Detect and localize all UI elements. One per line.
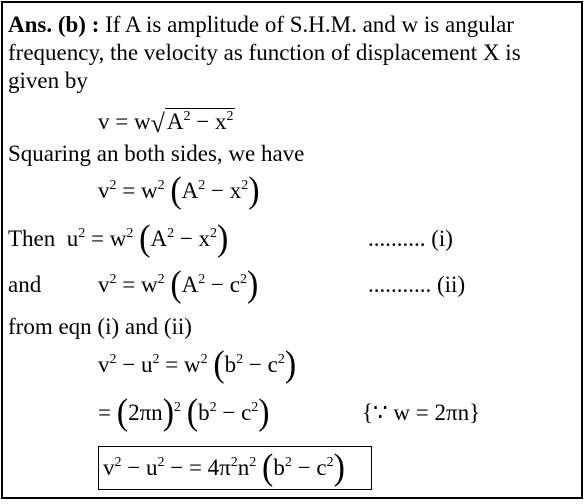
and-label: and [8, 272, 42, 297]
equation-substitution: = $(2\pi n)^2$ $(b^2 - c^2)$ [98, 392, 270, 433]
equation-i: Then $u^2 = w^2$ $(A^2 - x^2)$ [8, 218, 229, 259]
equation-squared: $v^2 = w^2$ $(A^2 - x^2)$ [98, 170, 260, 211]
intro-text-1: If A is amplitude of S.H.M. and w is angular [99, 12, 514, 37]
answer-label: Ans. (b) : [8, 12, 100, 37]
from-text: from eqn (i) and (ii) [8, 314, 192, 339]
sqrt-symbol: √ [150, 109, 165, 138]
ref-ii: ........... (ii) [368, 272, 466, 297]
equation-ii: $v^2 = w^2$ $(A^2 - c^2)$ [98, 264, 259, 305]
intro-line-1 [8, 12, 514, 38]
final-result-box [98, 446, 372, 490]
intro-line-2: frequency, the velocity as function of displacement X is [8, 40, 521, 65]
radicand: $A^2 - x^2$ [166, 109, 234, 134]
ref-i: .......... (i) [368, 226, 453, 251]
equation-difference: $v^2 - u^2 = w^2$ $(b^2 - c^2)$ [98, 344, 297, 385]
final-equation: $v^2 - u^2$ − = $4\pi^2n^2$ $(b^2 - c^2)$ [103, 447, 345, 488]
squaring-text: Squaring an both sides, we have [8, 141, 305, 166]
equation-velocity: $v = w√A^2 - x^2$ [98, 109, 234, 138]
intro-line-3: given by [8, 68, 88, 93]
substitution-note: {∵ w = 2πn} [362, 400, 481, 425]
